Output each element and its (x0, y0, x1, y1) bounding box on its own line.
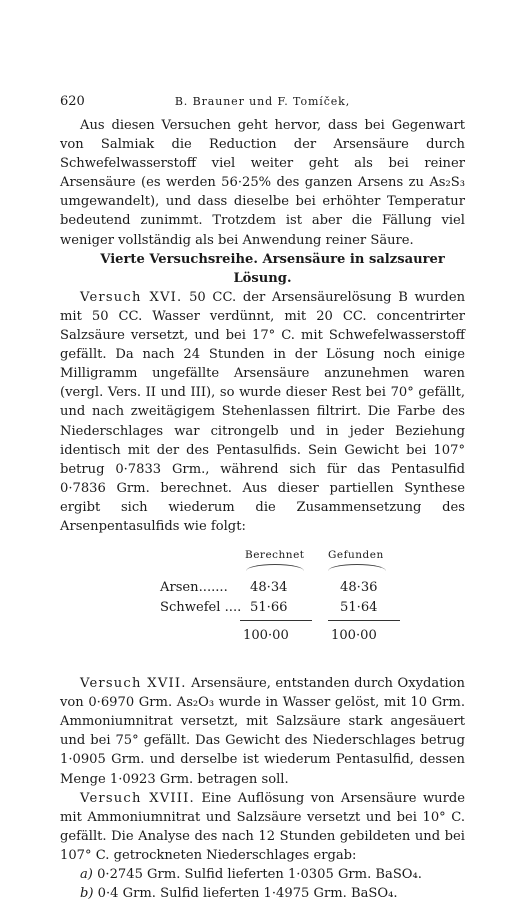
total-gefunden: 100·00 (331, 628, 377, 644)
paragraph-versuch-xvi (60, 288, 465, 536)
result-item-a (60, 865, 465, 884)
item-b-text: 0·4 Grm. Sulfid lieferten 1·4975 Grm. BaSO₄. (93, 886, 398, 902)
arsen-berechnet: 48·34 (250, 580, 288, 596)
brace-gefunden (328, 564, 386, 571)
arsen-gefunden: 48·36 (340, 580, 378, 596)
versuch-xviii-label: Versuch XVIII. (80, 790, 195, 806)
versuch-xvi-text: 50 CC. der Arsensäurelösung B wurden mit 50 CC. Wasser verdünnt, mit 20 CC. concentrirter Salzsäure versetzt, und bei 17° C. mit Schwefelwasserstoff gefällt. Da nach 24 Stunden in der Lösung noch einige Milligramm ungefällte Arsensäure anzunehmen waren (vergl. Vers. II und III), so wurde dieser Rest bei 70° gefällt, und nach zweitägigem Stehenlassen filtrirt. Die Farbe des Niederschlages war citrongelb und in jeder Beziehung identisch mit der des Pentasulfids. Sein Gewicht bei 107° betrug 0·7833 Grm., während sich für das Pentasulfid 0·7836 Grm. berechnet. Aus dieser partiellen Synthese ergibt sich wiederum die Zusammensetzung des Arsenpentasulfids wie folgt: (60, 289, 466, 534)
result-item-b (60, 884, 465, 903)
page-header (60, 94, 465, 112)
running-head: B. Brauner und F. Tomíček, (174, 95, 351, 108)
versuch-xvii-text: Arsensäure, entstanden durch Oxydation von 0·6970 Grm. As₂O₃ wurde in Wasser gelöst, mit 10 Grm. Ammoniumnitrat versetzt, mit Salzsäure stark angesäuert und bei 75° gefällt. Das Gewicht des Niederschlages betrug 1·0905 Grm. und derselbe ist wiederum Pentasulfid, dessen Menge 1·0923 Grm. betragen soll. (60, 676, 465, 787)
item-a-text: 0·2745 Grm. Sulfid lieferten 1·0305 Grm. BaSO₄. (92, 867, 422, 882)
paragraph-conclusion: Aus diesen Versuchen geht hervor, dass bei Gegenwart von Salmiak die Reduction der Arsensäure durch Schwefelwasserstoff viel weiter geht als bei reiner Arsensäure (es werden 56·25% des ganzen Arsens zu As₂S₃ umgewandelt), und dass dieselbe bei erhöhter Temperatur bedeutend zunimmt. Trotzdem ist aber die Fällung viel weniger vollständig als bei Anwendung reiner Säure. (60, 118, 465, 248)
page-number: 620 (60, 94, 85, 109)
paragraph-versuch-xviii (60, 789, 465, 865)
item-a-label: a) (80, 867, 93, 882)
versuch-xvii-label: Versuch XVII. (80, 676, 187, 692)
column-header-gefunden: Gefunden (328, 549, 384, 562)
paragraph-versuch-xvii (60, 674, 465, 789)
schwefel-berechnet: 51·66 (250, 600, 288, 616)
brace-berechnet (246, 564, 304, 571)
section-heading: Vierte Versuchsreihe. Arsensäure in salzsaurer Lösung. (100, 251, 445, 286)
row-label-arsen: Arsen....... (160, 580, 228, 596)
sum-rule-gefunden (328, 620, 400, 621)
total-berechnet: 100·00 (243, 628, 289, 644)
item-b-label: b) (80, 886, 94, 902)
sum-rule-berechnet (240, 620, 312, 621)
schwefel-gefunden: 51·64 (340, 600, 378, 616)
body-text (60, 116, 465, 903)
column-header-berechnet: Berechnet (245, 549, 305, 562)
analysis-table (60, 546, 465, 666)
row-label-schwefel: Schwefel .... (160, 600, 242, 616)
versuch-xvi-label: Versuch XVI. (80, 289, 183, 305)
versuch-xviii-text: Eine Auflösung von Arsensäure wurde mit Ammoniumnitrat und Salzsäure versetzt und bei 10° C. gefällt. Die Analyse des nach 12 Stunden gebildeten und bei 107° C. getrockneten Niederschlages ergab: (60, 790, 465, 863)
